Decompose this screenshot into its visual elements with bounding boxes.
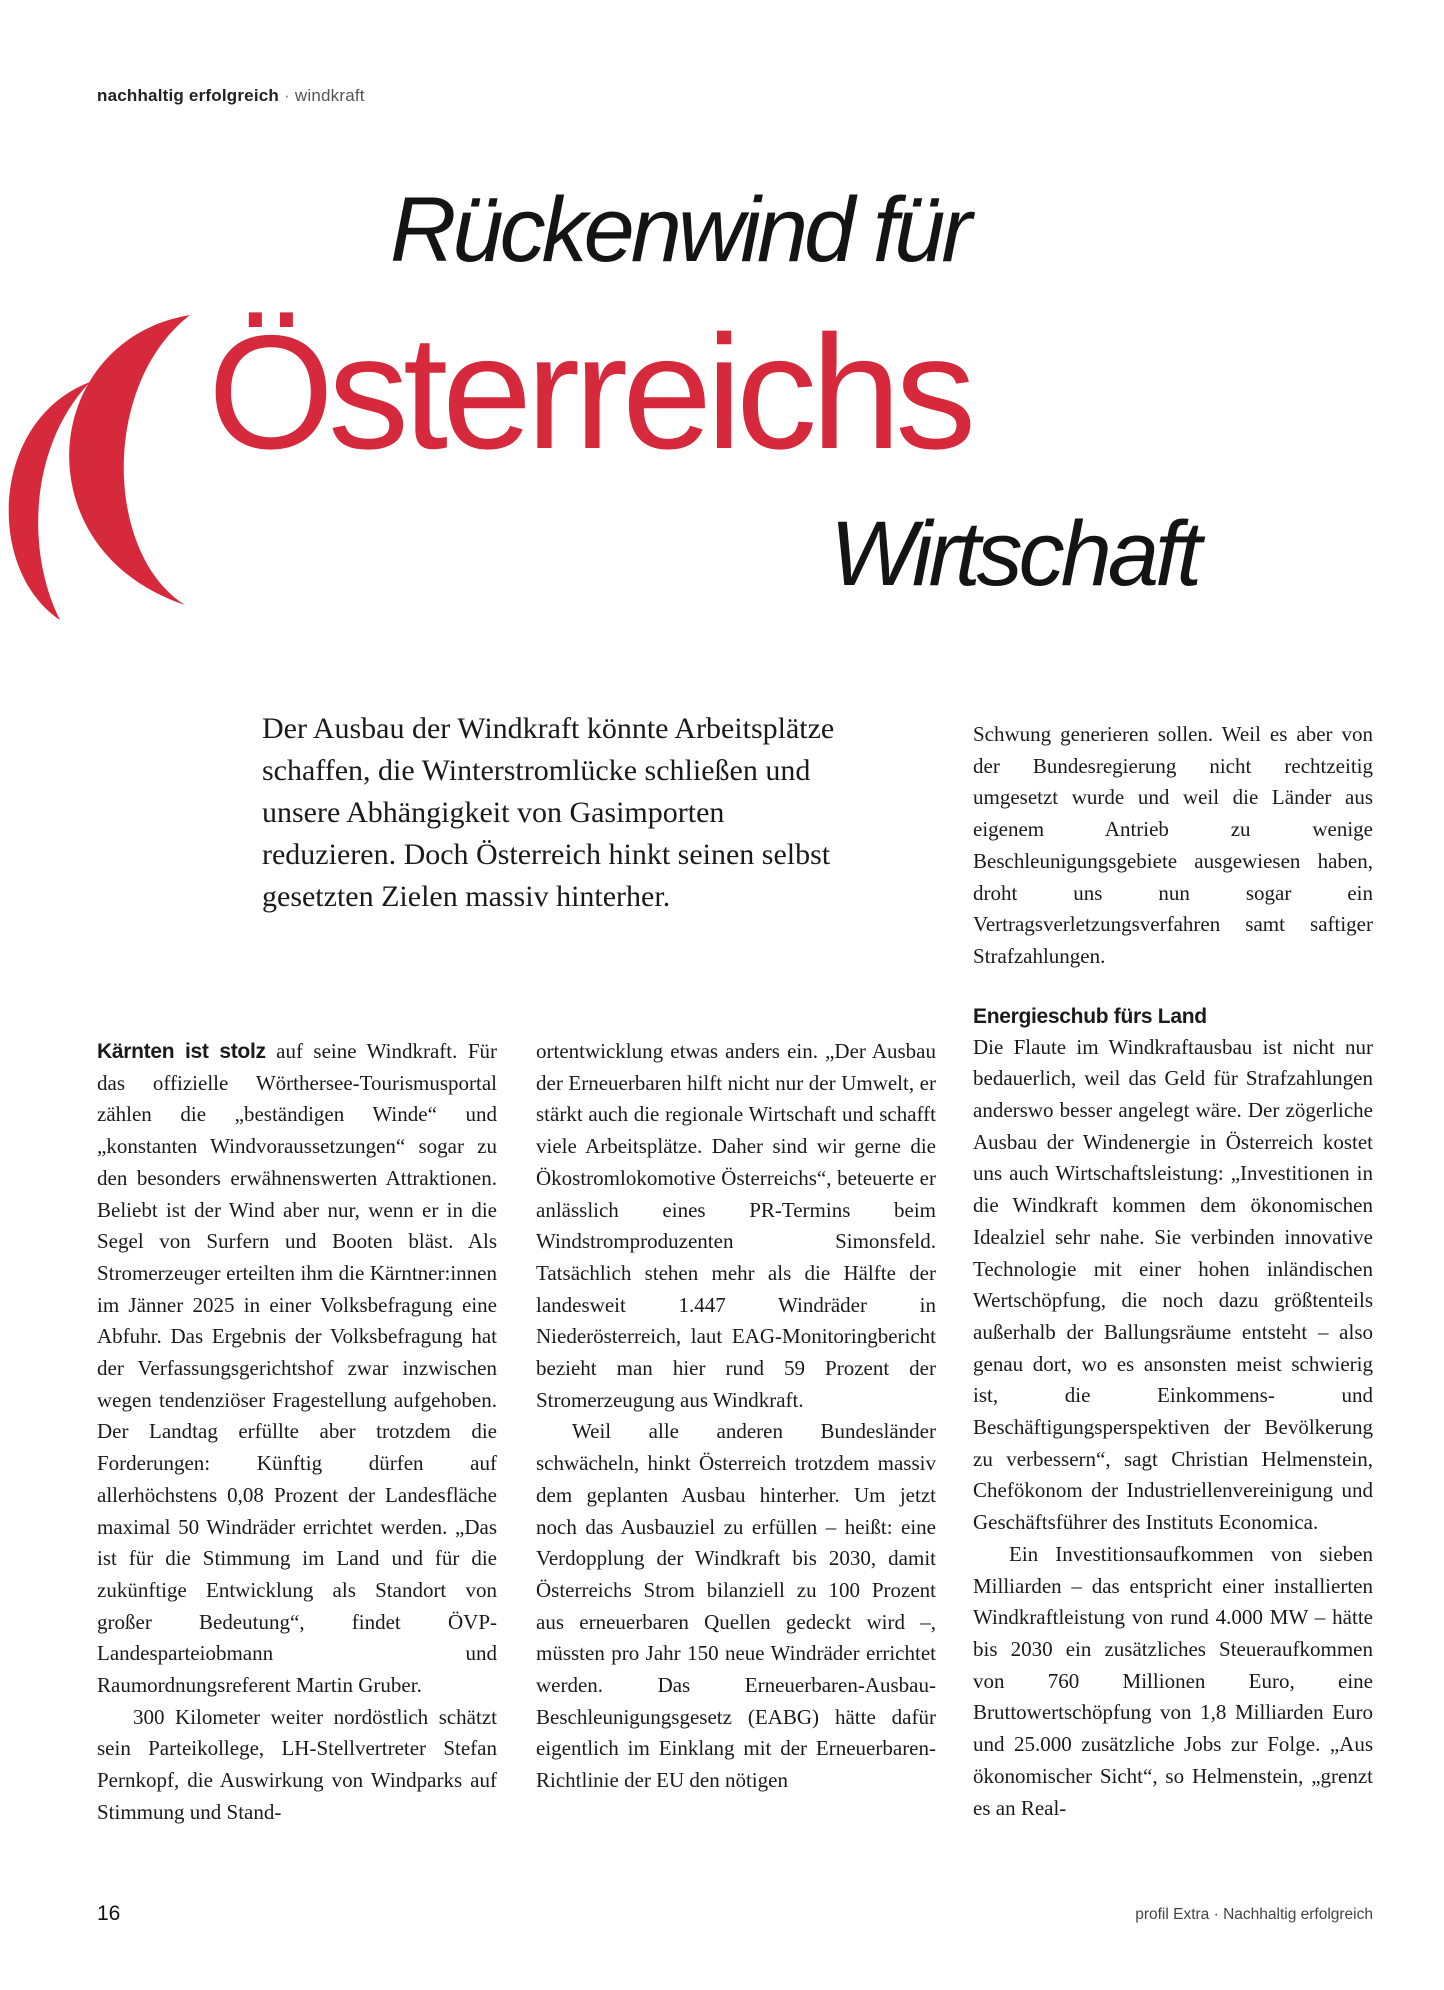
publication-footer: profil Extra · Nachhaltig erfolgreich [1135,1906,1373,1923]
kicker-separator: · [284,86,290,105]
body-paragraph: 300 Kilometer weiter nordöstlich schätzt sein Parteikollege, LH-Stellvertreter Stefan Pernkopf, die Auswirkung von Windparks auf Stimmung und Stand- [97,1704,497,1824]
body-paragraph: Weil alle anderen Bundesländer schwächeln, hinkt Österreich trotzdem massiv dem geplanten Ausbau hinterher. Um jetzt noch das Ausbauziel zu erfüllen – heißt: eine Verdopplung der Windkraft bis 2030, damit Österreichs Strom bilanziell zu 100 Prozent aus erneuerbaren Quellen gedeckt wird –, müssten pro Jahr 150 neue Windräder errichtet werden. Das Erneuerbaren-Ausbau-Beschleunigungsgesetz (EABG) hätte dafür eigentlich im Einklang mit der Erneuerbaren-Richtlinie der EU den nötigen [536,1419,936,1793]
body-paragraph [97,1036,497,1702]
body-paragraph: ortentwicklung etwas anders ein. „Der Ausbau der Erneuerbaren hilft nicht nur der Umwelt, er stärkt auch die regionale Wirtschaft und schafft viele Arbeitsplätze. Daher sind wir gerne die Ökostromlokomotive Österreichs“, beteuerte er anlässlich eines PR-Termins beim Windstromproduzenten Simonsfeld. Tatsächlich stehen mehr als die Hälfte der landesweit 1.447 Windräder in Niederösterreich, laut EAG-Monitoringbericht bezieht man hier rund 59 Prozent der Stromerzeugung aus Windkraft. [536,1039,936,1412]
body-text: auf seine Windkraft. Für das offizielle Wörthersee-Tourismusportal zählen die „beständigen Winde“ und „konstanten Windvoraussetzungen“ sogar zu den besonders erwähnenswerten Attraktionen. Beliebt ist der Wind aber nur, wenn er in die Segel von Surfern und Booten bläst. Als Stromerzeuger erteilten ihm die Kärntner:innen im Jänner 2025 in einer Volksbefragung eine Abfuhr. Das Ergebnis der Volksbefragung hat der Verfassungsgerichtshof zwar inzwischen wegen tendenziöser Fragestellung aufgehoben. Der Landtag erfüllte aber trotzdem die Forderungen: Künftig dürfen auf allerhöchstens 0,08 Prozent der Landesfläche maximal 50 Windräder errichtet werden. „Das ist für die Stimmung im Land und für die zukünftige Entwicklung als Standort von großer Bedeutung“, findet ÖVP-Landesparteiobmann und Raumordnungsreferent Martin Gruber. [97,1039,497,1698]
body-paragraph: Die Flaute im Windkraftausbau ist nicht nur bedauerlich, weil das Geld für Strafzahlungen anderswo besser angelegt wäre. Der zögerliche Ausbau der Windenergie in Österreich kostet uns auch Wirtschaftsleistung: „Investitionen in die Windkraft kommen dem ökonomischen Idealziel sehr nahe. Sie verbinden innovative Technologie mit einer hohen inländischen Wertschöpfung, die noch dazu größtenteils außerhalb der Ballungsräume entsteht – also genau dort, wo es ansonsten meist schwierig ist, die Einkommens- und Beschäftigungsperspektiven der Bevölkerung zu verbessern“, sagt Christian Helmenstein, Chefökonom der Industriellenvereinigung und Geschäftsführer des Instituts Economica. [973,1034,1373,1535]
headline-line-3: Wirtschaft [830,503,1199,605]
lead-paragraph: Der Ausbau der Windkraft könnte Arbeitsplätze schaffen, die Winterstromlücke schließen und unsere Abhängigkeit von Gasimporten reduzieren. Doch Österreich hinkt seinen selbst gesetzten Zielen massiv hinterher. [262,712,835,913]
swoosh-graphic [0,290,200,650]
lede-words: Kärnten ist stolz [97,1040,266,1063]
headline-line-2: Österreichs [208,302,971,483]
section-kicker [97,86,365,106]
section-label: nachhaltig erfolgreich [97,86,279,105]
article-column-3 [973,719,1373,1824]
headline-line-1: Rückenwind für [390,179,969,281]
body-paragraph: Schwung generieren sollen. Weil es aber von der Bundesregierung nicht rechtzeitig umgesetzt wurde und weil die Länder aus eigenem Antrieb zu wenige Beschleunigungsgebiete ausgewiesen haben, droht uns nun sogar ein Vertragsverletzungsverfahren samt saftiger Strafzahlungen. [973,722,1373,968]
article-column-1 [97,1036,497,1829]
article-column-2 [536,1036,936,1797]
subsection-label: windkraft [294,86,365,105]
page-number: 16 [97,1902,121,1925]
subheading: Energieschub fürs Land [973,1004,1207,1028]
body-paragraph: Ein Investitionsaufkommen von sieben Milliarden – das entspricht einer installierten Windkraftleistung von rund 4.000 MW – hätte bis 2030 ein zusätzliches Steueraufkommen von 760 Millionen Euro, eine Bruttowertschöpfung von 1,8 Milliarden Euro und 25.000 zusätzliche Jobs zur Folge. „Aus ökonomischer Sicht“, so Helmenstein, „grenzt es an Real- [973,1541,1373,1820]
